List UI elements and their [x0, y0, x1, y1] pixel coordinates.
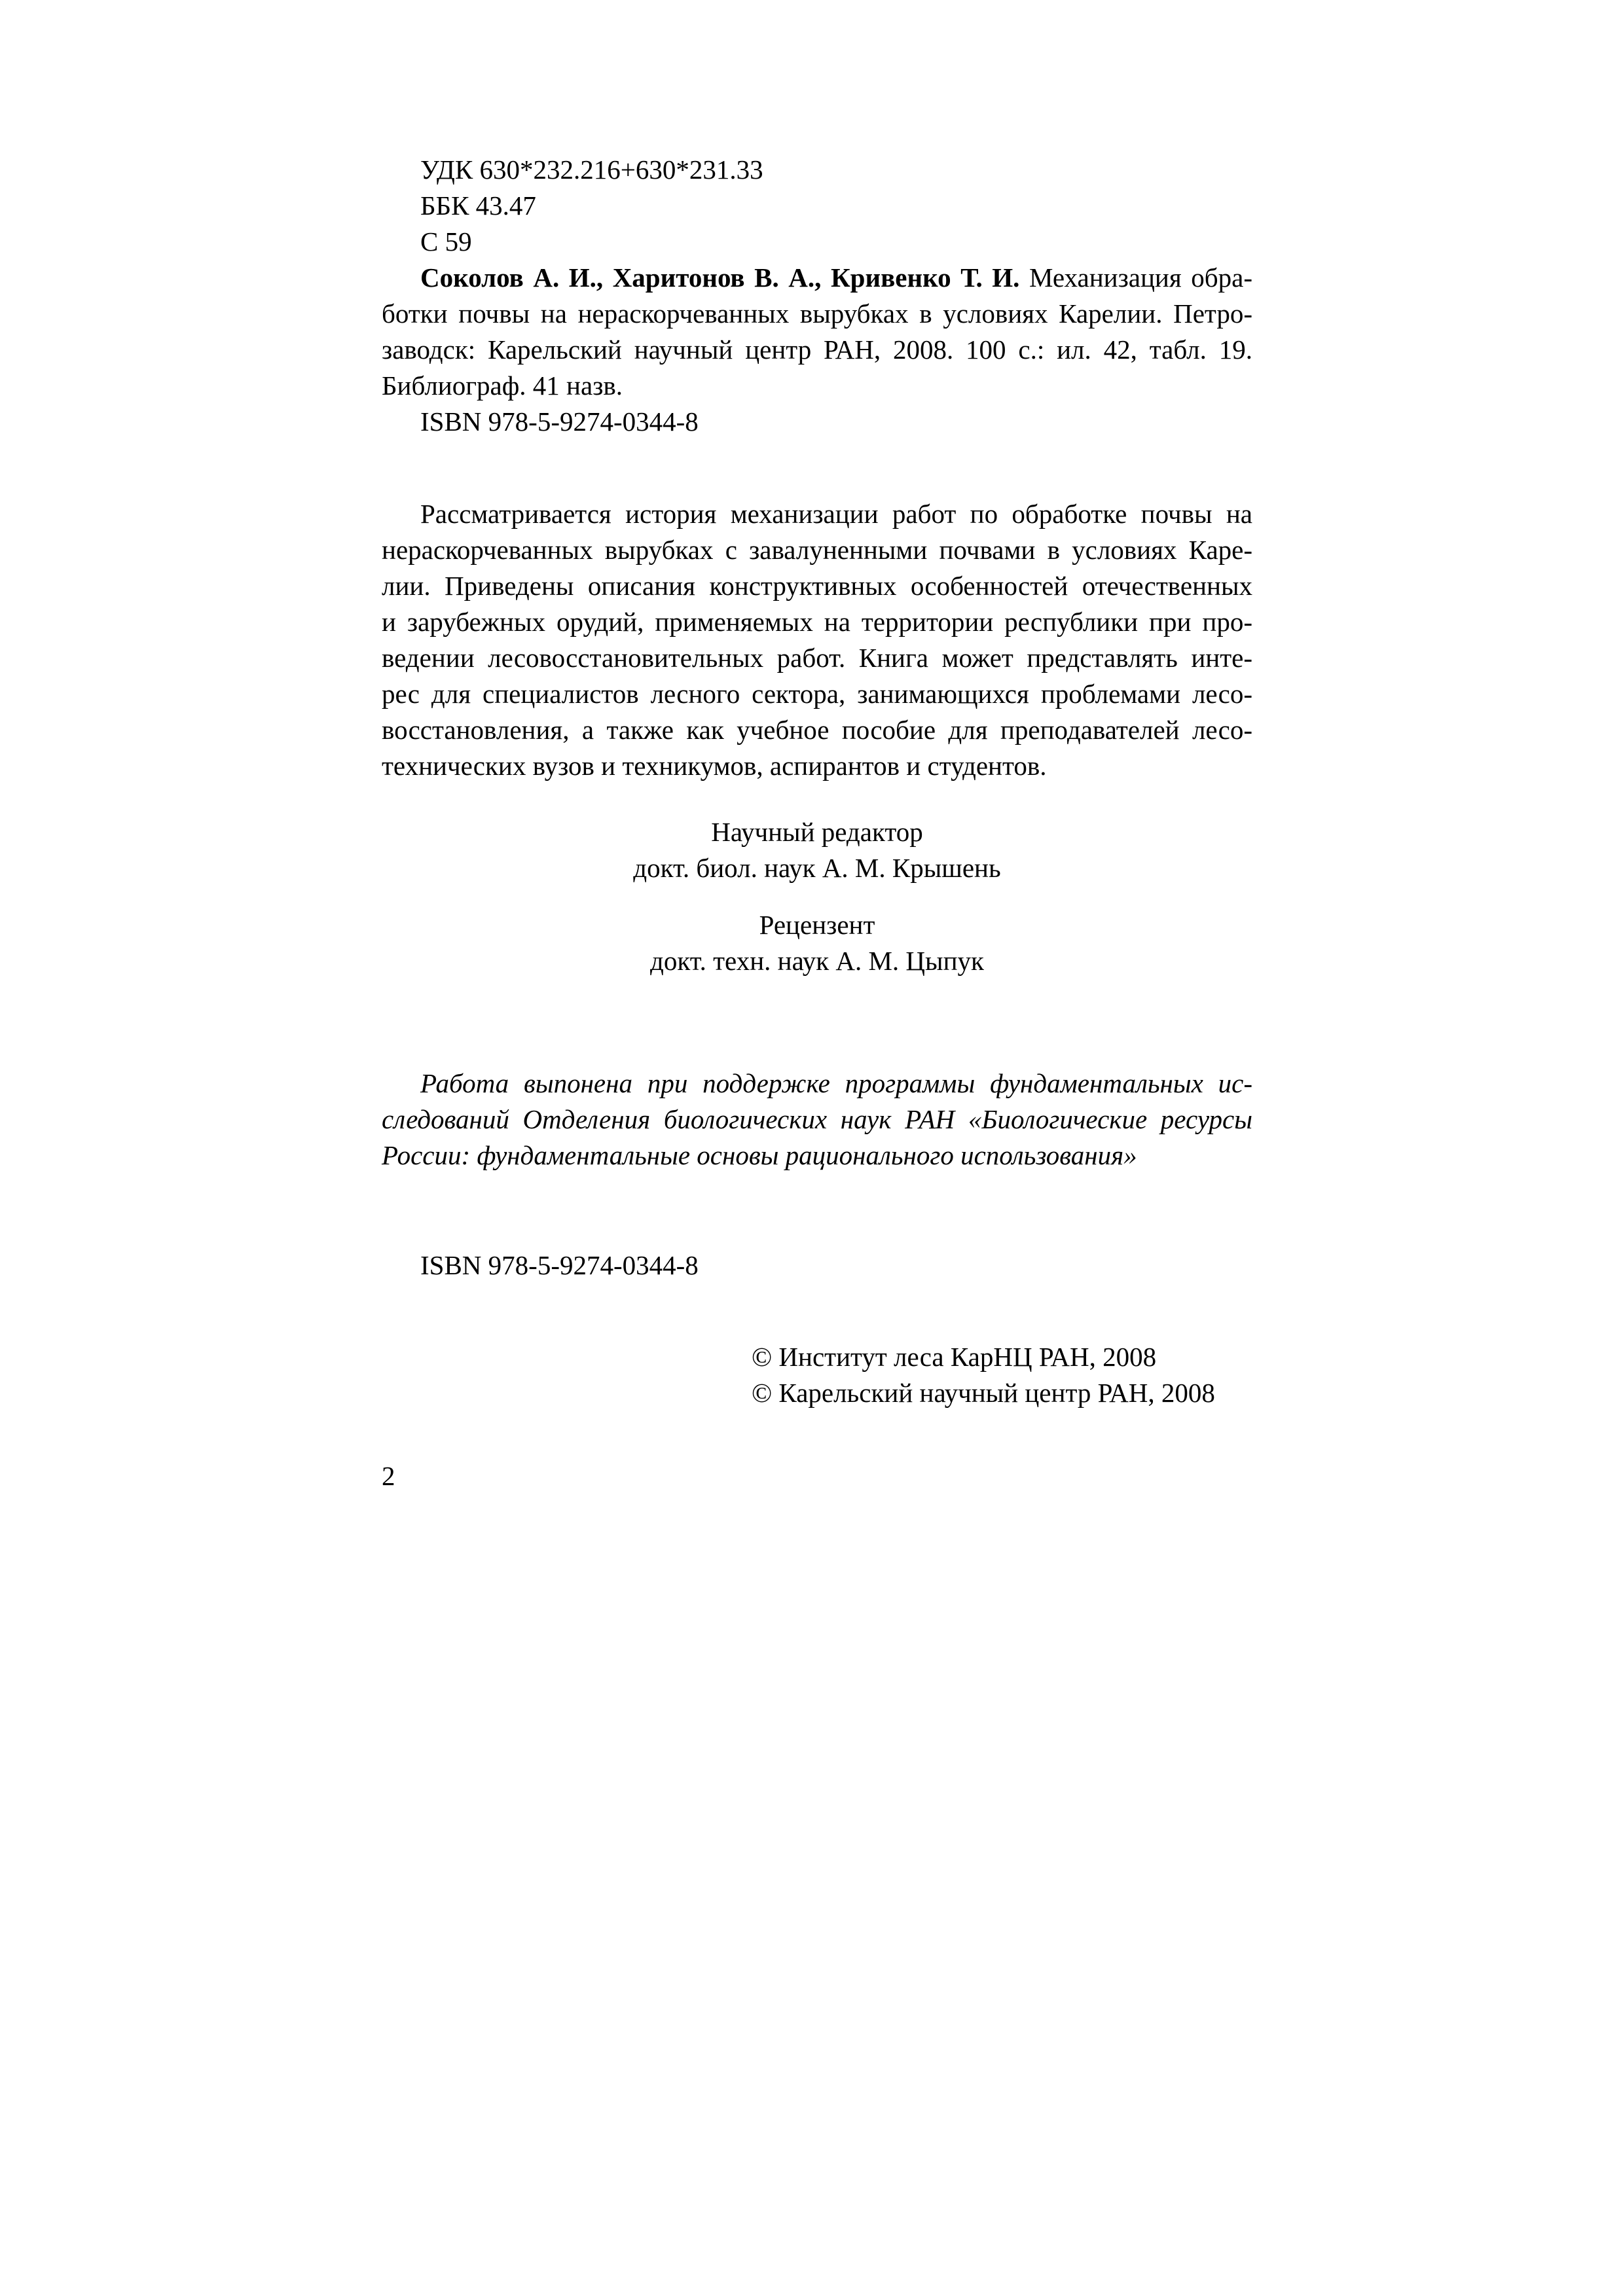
reviewer-role: Рецензент: [759, 910, 875, 940]
copyright-block: [752, 1339, 1215, 1411]
citation-line-1: [382, 260, 1252, 296]
page-number: 2: [382, 1461, 395, 1491]
citation-line-2: ботки почвы на нераскорчеванных вырубках в условиях Карелии. Петро-: [382, 298, 1252, 329]
abstract-line: ведении лесовосстановительных работ. Книга может представлять инте-: [382, 643, 1252, 673]
abstract-line: лии. Приведены описания конструктивных особенностей отечественных: [382, 571, 1252, 601]
support-line: Работа выпонена при поддержке программы фундаментальных ис-: [420, 1068, 1252, 1098]
support-line: России: фундаментальные основы рационального использования»: [382, 1140, 1137, 1170]
copyright-line: © Карельский научный центр РАН, 2008: [752, 1378, 1215, 1408]
reviewer-block: [382, 907, 1252, 979]
citation-line-4: Библиограф. 41 назв.: [382, 370, 623, 401]
reviewer-name: докт. техн. наук А. М. Цыпук: [650, 946, 984, 976]
abstract-line: нераскорчеванных вырубках с завалуненными почвами в условиях Каре-: [382, 535, 1252, 565]
editor-name: докт. биол. наук А. М. Крышень: [633, 853, 1001, 883]
bbk-line: ББК 43.47: [420, 190, 536, 221]
support-note: [382, 1066, 1252, 1174]
isbn-line: ISBN 978-5-9274-0344-8: [420, 406, 699, 437]
isbn-bottom: ISBN 978-5-9274-0344-8: [420, 1250, 699, 1280]
citation-title-start: Механизация обра-: [1029, 262, 1252, 293]
abstract-line: рес для специалистов лесного сектора, занимающихся проблемами лесо-: [382, 679, 1252, 709]
bibliographic-block: [382, 152, 1252, 440]
abstract-block: [382, 496, 1252, 784]
citation-authors: Соколов А. И., Харитонов В. А., Кривенко Т. И.: [420, 262, 1020, 293]
author-mark-line: С 59: [420, 226, 472, 257]
abstract-line: восстановления, а также как учебное пособие для преподавателей лесо-: [382, 715, 1252, 745]
editor-block: [382, 814, 1252, 886]
isbn-bottom-block: [382, 1247, 1252, 1283]
abstract-line: и зарубежных орудий, применяемых на территории республики при про-: [382, 607, 1252, 637]
editor-role: Научный редактор: [711, 817, 923, 847]
udk-line: УДК 630*232.216+630*231.33: [420, 154, 763, 185]
copyright-line: © Институт леса КарНЦ РАН, 2008: [752, 1342, 1157, 1372]
abstract-line: технических вузов и техникумов, аспирантов и студентов.: [382, 751, 1047, 781]
support-line: следований Отделения биологических наук РАН «Биологические ресурсы: [382, 1104, 1252, 1134]
abstract-line: Рассматривается история механизации работ по обработке почвы на: [420, 499, 1252, 529]
citation-line-3: заводск: Карельский научный центр РАН, 2008. 100 с.: ил. 42, табл. 19.: [382, 334, 1252, 365]
